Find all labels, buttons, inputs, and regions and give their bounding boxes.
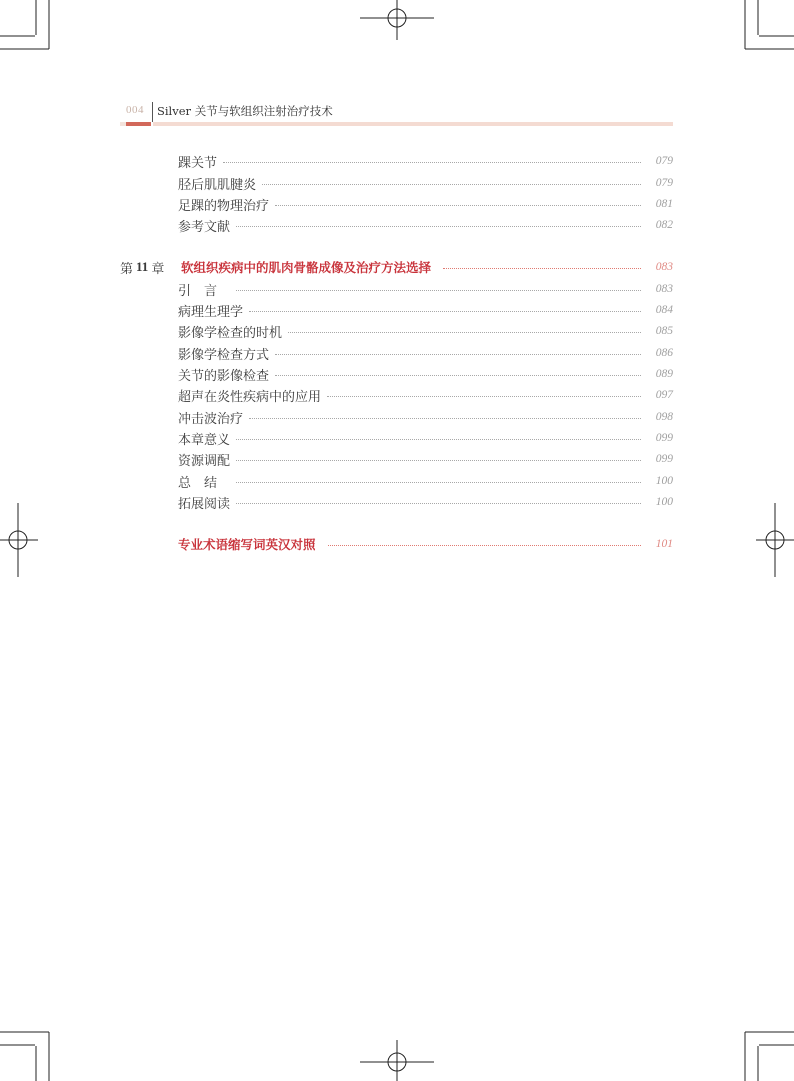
appendix-entry[interactable] (178, 534, 673, 554)
toc-entry-label: 影像学检查的时机 (178, 325, 283, 341)
leader-dots (262, 184, 641, 185)
toc-entry-page: 079 (655, 177, 673, 189)
toc-entry[interactable] (178, 173, 673, 193)
toc-entry-label: 冲击波治疗 (178, 411, 244, 427)
toc-entry-label: 病理生理学 (178, 304, 244, 320)
toc-entry-label: 踝关节 (178, 155, 218, 171)
leader-dots (327, 396, 641, 397)
appendix-title: 专业术语缩写词英汉对照 (178, 537, 316, 552)
toc-entry[interactable] (178, 300, 673, 320)
toc-entry-page: 097 (655, 389, 673, 401)
leader-dots (275, 205, 641, 206)
header-rule (153, 122, 673, 126)
toc-entry[interactable] (178, 471, 673, 491)
toc-entry[interactable] (178, 385, 673, 405)
toc-entry-label: 足踝的物理治疗 (178, 198, 270, 214)
header-page-number: 004 (126, 104, 144, 116)
header-book-title: Silver 关节与软组织注射治疗技术 (157, 104, 333, 118)
toc-entry-label: 资源调配 (178, 453, 231, 469)
toc-entry[interactable] (178, 449, 673, 469)
toc-entry[interactable] (178, 492, 673, 512)
leader-dots (249, 311, 641, 312)
toc-entry-label: 总结 (178, 475, 231, 491)
toc-entry[interactable] (178, 343, 673, 363)
toc-entry-label: 参考文献 (178, 219, 231, 235)
leader-dots (249, 418, 641, 419)
toc-entry-page: 099 (655, 432, 673, 444)
toc-entry-page: 079 (655, 155, 673, 167)
toc-entry[interactable] (178, 215, 673, 235)
toc-entry[interactable] (178, 321, 673, 341)
toc-entry[interactable] (178, 194, 673, 214)
toc-entry-label: 超声在炎性疾病中的应用 (178, 389, 322, 405)
toc-entry-page: 082 (655, 219, 673, 231)
leader-dots (236, 503, 641, 504)
toc-entry-page: 083 (655, 283, 673, 295)
toc-entry-label: 胫后肌肌腱炎 (178, 177, 257, 193)
chapter-title-entry[interactable] (181, 257, 673, 277)
toc-entry-page: 089 (655, 368, 673, 380)
chapter-page: 083 (655, 261, 673, 273)
toc-entry-page: 100 (655, 496, 673, 508)
toc-entry[interactable] (178, 151, 673, 171)
toc-entry-page: 081 (655, 198, 673, 210)
leader-dots (275, 354, 641, 355)
chapter-suffix: 章 (151, 261, 165, 277)
leader-dots (288, 332, 641, 333)
leader-dots (236, 460, 641, 461)
toc-entry-label: 影像学检查方式 (178, 347, 270, 363)
header-accent-bar (126, 122, 151, 126)
toc-entry[interactable] (178, 428, 673, 448)
toc-entry-page: 098 (655, 411, 673, 423)
toc-entry-page: 084 (655, 304, 673, 316)
header-divider (152, 102, 153, 122)
toc-entry[interactable] (178, 407, 673, 427)
appendix-page: 101 (655, 538, 673, 550)
leader-dots (275, 375, 641, 376)
chapter-prefix: 第 (120, 261, 134, 277)
leader-dots (236, 290, 641, 291)
toc-entry-label: 本章意义 (178, 432, 231, 448)
toc-entry-label: 引言 (178, 283, 231, 299)
leader-dots (328, 545, 641, 546)
toc-entry-page: 086 (655, 347, 673, 359)
toc-entry-page: 100 (655, 475, 673, 487)
leader-dots (223, 162, 641, 163)
leader-dots (236, 226, 641, 227)
toc-entry-label: 拓展阅读 (178, 496, 231, 512)
chapter-number-value: 11 (136, 259, 149, 274)
leader-dots (443, 268, 641, 269)
toc-entry[interactable] (178, 364, 673, 384)
leader-dots (236, 482, 641, 483)
leader-dots (236, 439, 641, 440)
running-header (120, 102, 673, 126)
chapter-title: 软组织疾病中的肌肉骨骼成像及治疗方法选择 (181, 260, 432, 275)
toc-entry-page: 085 (655, 325, 673, 337)
chapter-number (120, 257, 176, 277)
toc-entry-page: 099 (655, 453, 673, 465)
toc-entry[interactable] (178, 279, 673, 299)
toc-entry-label: 关节的影像检查 (178, 368, 270, 384)
